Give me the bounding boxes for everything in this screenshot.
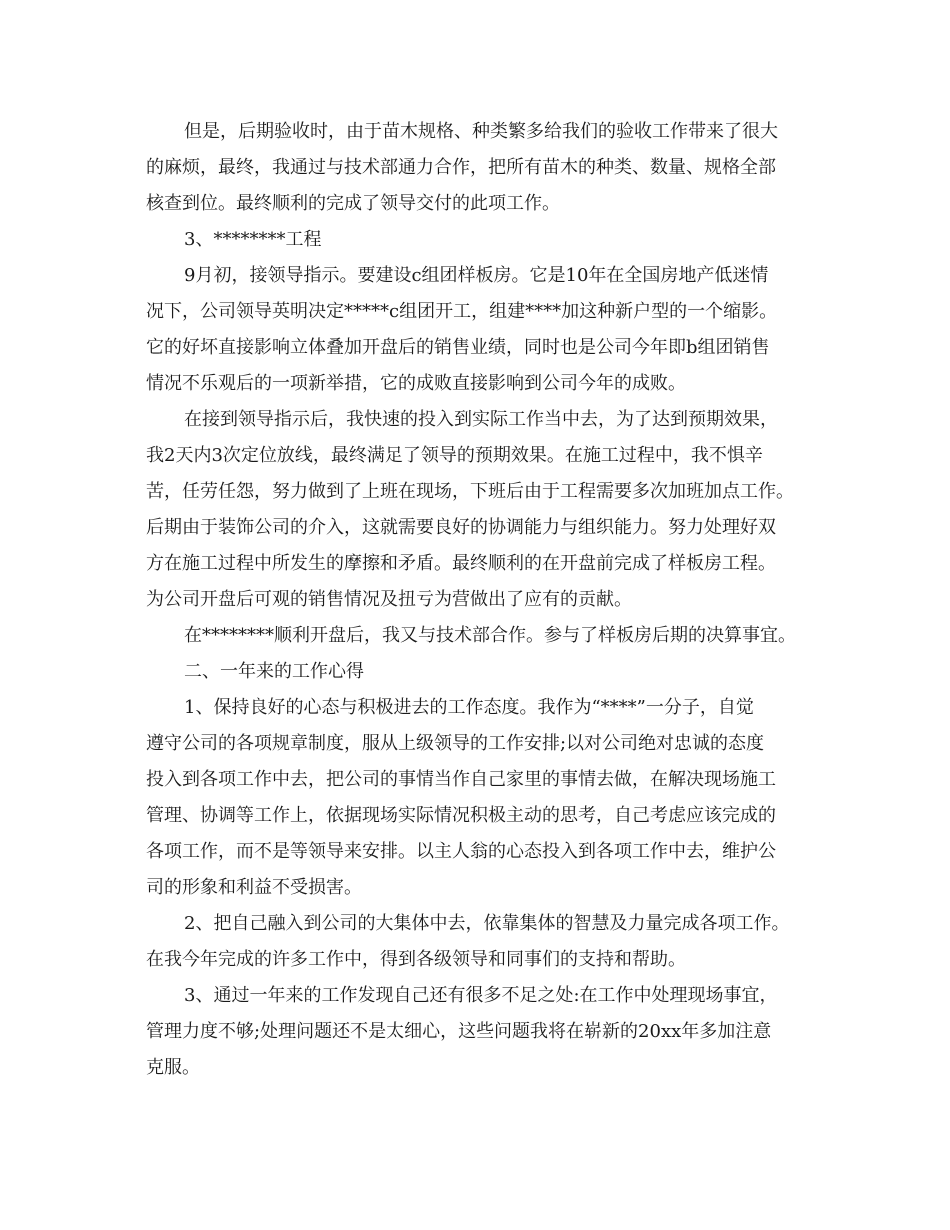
text-line: 苦，任劳任怨，努力做到了上班在现场，下班后由于工程需要多次加班加点工作。: [146, 481, 794, 502]
text-line: 我2天内3次定位放线，最终满足了领导的预期效果。在施工过程中，我不惧辛: [146, 445, 763, 466]
text-line: 9月初，接领导指示。要建设c组团样板房。它是10年在全国房地产低迷情: [184, 265, 769, 286]
text-line: 它的好坏直接影响立体叠加开盘后的销售业绩，同时也是公司今年即b组团销售: [146, 337, 770, 358]
text-line: 情况不乐观后的一项新举措，它的成败直接影响到公司今年的成败。: [146, 373, 686, 394]
text-line: 的麻烦，最终，我通过与技术部通力合作，把所有苗木的种类、数量、规格全部: [146, 157, 776, 178]
text-line: 核查到位。最终顺利的完成了领导交付的此项工作。: [146, 193, 560, 214]
text-line: 二、一年来的工作心得: [184, 661, 364, 682]
text-line: 管理、协调等工作上，依据现场实际情况积极主动的思考，自己考虑应该完成的: [146, 805, 776, 826]
text-line: 司的形象和利益不受损害。: [146, 877, 362, 898]
document-body: [146, 114, 816, 1086]
text-line: 为公司开盘后可观的销售情况及扭亏为营做出了应有的贡献。: [146, 589, 632, 610]
text-line: 3、********工程: [184, 229, 322, 250]
text-line: 但是，后期验收时，由于苗木规格、种类繁多给我们的验收工作带来了很大: [184, 121, 778, 142]
text-line: 管理力度不够;处理问题还不是太细心，这些问题我将在崭新的20xx年多加注意: [146, 1021, 772, 1042]
text-line: 况下，公司领导英明决定*****c组团开工，组建****加这种新户型的一个缩影。: [146, 301, 778, 322]
text-line: 遵守公司的各项规章制度，服从上级领导的工作安排;以对公司绝对忠诚的态度: [146, 733, 765, 754]
text-line: 在我今年完成的许多工作中，得到各级领导和同事们的支持和帮助。: [146, 949, 686, 970]
text-line: 在********顺利开盘后，我又与技术部合作。参与了样板房后期的决算事宜。: [184, 625, 796, 646]
text-line: 2、把自己融入到公司的大集体中去，依靠集体的智慧及力量完成各项工作。: [184, 913, 790, 934]
text-line: 后期由于装饰公司的介入，这就需要良好的协调能力与组织能力。努力处理好双: [146, 517, 776, 538]
text-line: 投入到各项工作中去，把公司的事情当作自己家里的事情去做，在解决现场施工: [146, 769, 776, 790]
text-line: 在接到领导指示后，我快速的投入到实际工作当中去，为了达到预期效果，: [184, 409, 778, 430]
text-line: 各项工作，而不是等领导来安排。以主人翁的心态投入到各项工作中去，维护公: [146, 841, 776, 862]
text-line: 1、保持良好的心态与积极进去的工作态度。我作为“****”一分子，自觉: [184, 697, 754, 718]
text-line: 3、通过一年来的工作发现自己还有很多不足之处:在工作中处理现场事宜，: [184, 985, 778, 1006]
text-line: 克服。: [146, 1057, 200, 1078]
text-line: 方在施工过程中所发生的摩擦和矛盾。最终顺利的在开盘前完成了样板房工程。: [146, 553, 776, 574]
